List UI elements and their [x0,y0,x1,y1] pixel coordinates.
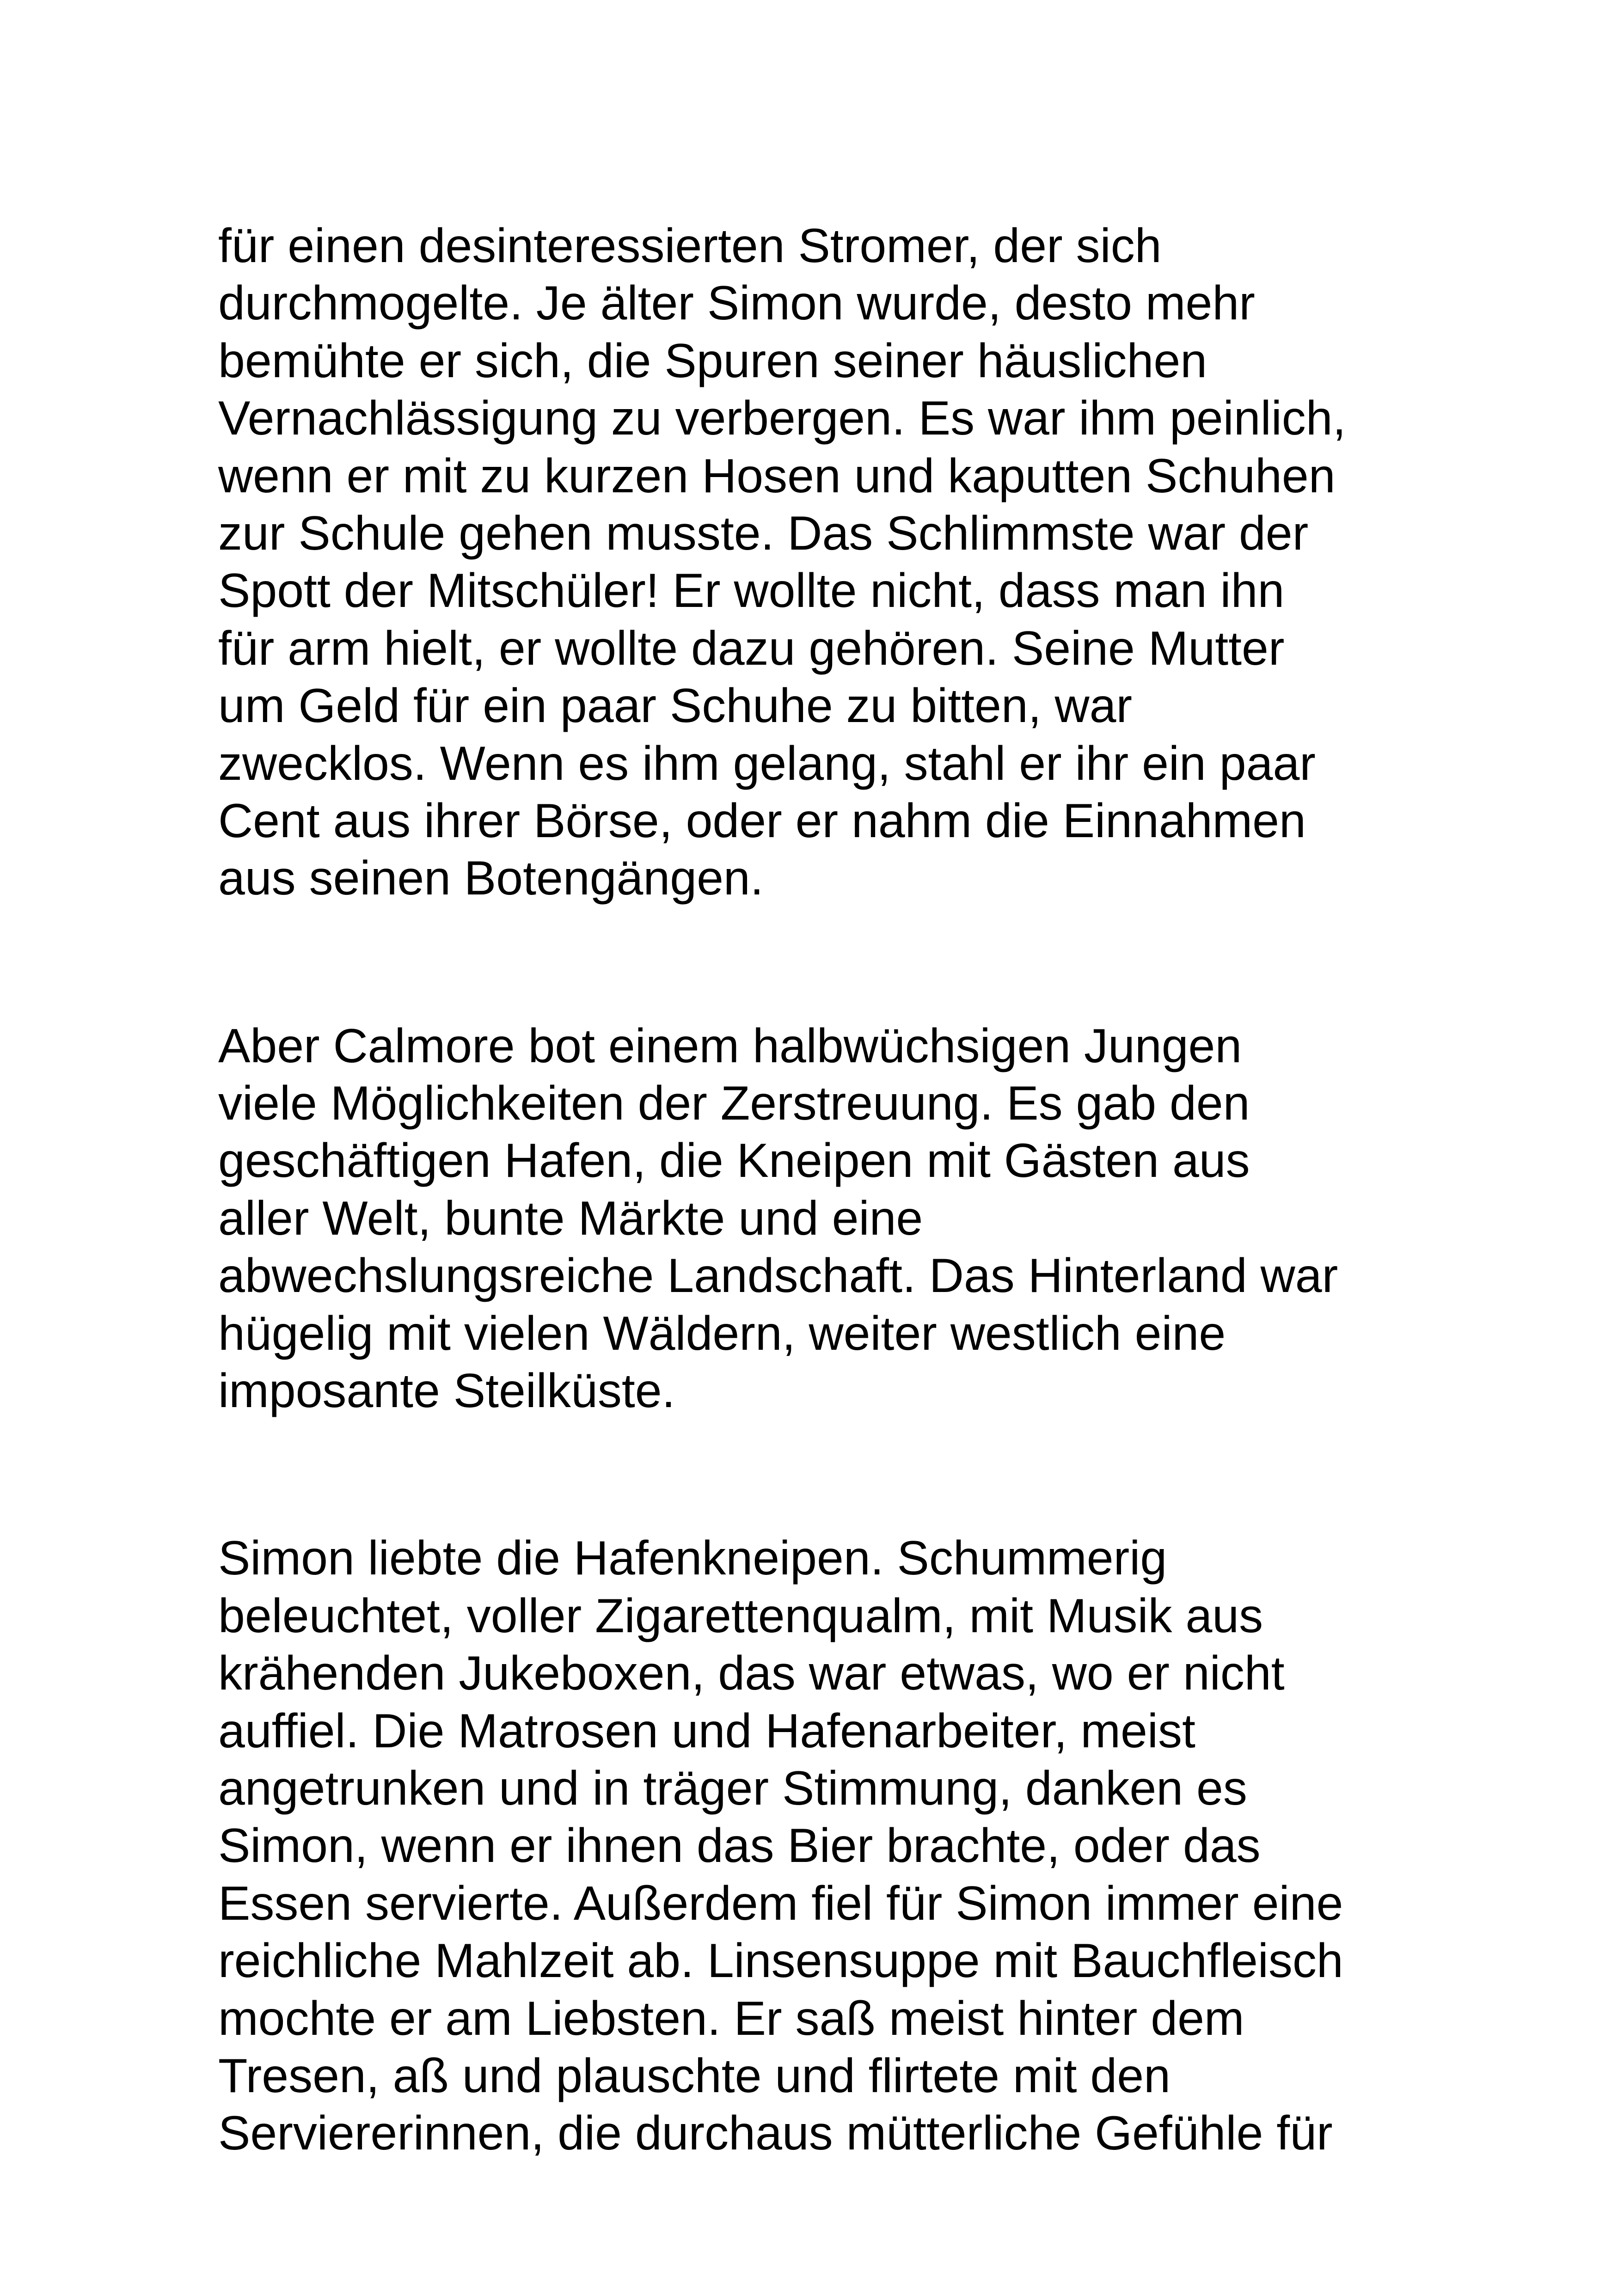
text-line: zur Schule gehen musste. Das Schlimmste war der [218,506,1309,560]
text-line: viele Möglichkeiten der Zerstreuung. Es gab den [218,1077,1250,1131]
text-line: geschäftigen Hafen, die Kneipen mit Gästen aus [218,1134,1250,1188]
text-line: durchmogelte. Je älter Simon wurde, desto mehr [218,276,1255,331]
text-line: auffiel. Die Matrosen und Hafenarbeiter, meist [218,1704,1195,1758]
text-line: für arm hielt, er wollte dazu gehören. Seine Mutter [218,621,1285,675]
text-line: Essen servierte. Außerdem fiel für Simon immer eine [218,1876,1343,1930]
text-line: imposante Steilküste. [218,1364,675,1418]
text-line: für einen desinteressierten Stromer, der sich [218,219,1162,273]
text-line: Vernachlässigung zu verbergen. Es war ihm peinlich, [218,392,1346,446]
text-line: angetrunken und in träger Stimmung, danken es [218,1761,1247,1815]
text-line: zwecklos. Wenn es ihm gelang, stahl er ihr ein paar [218,736,1316,790]
text-line: Cent aus ihrer Börse, oder er nahm die Einnahmen [218,794,1306,848]
paragraph-1 [218,217,1429,907]
paragraph-spacer [218,907,1429,1017]
text-line: aller Welt, bunte Märkte und eine [218,1191,923,1245]
text-line: wenn er mit zu kurzen Hosen und kaputten Schuhen [218,449,1336,503]
text-line: Simon, wenn er ihnen das Bier brachte, oder das [218,1819,1261,1873]
text-line: Aber Calmore bot einem halbwüchsigen Jungen [218,1019,1242,1073]
text-line: beleuchtet, voller Zigarettenqualm, mit Musik aus [218,1589,1263,1643]
text-line: aus seinen Botengängen. [218,851,764,906]
text-line: reichliche Mahlzeit ab. Linsensuppe mit Bauchfleisch [218,1934,1343,1988]
text-line: Simon liebte die Hafenkneipen. Schummerig [218,1531,1167,1586]
text-line: hügelig mit vielen Wäldern, weiter westlich eine [218,1306,1226,1360]
paragraph-2 [218,1017,1429,1420]
text-line: mochte er am Liebsten. Er saß meist hinter dem [218,1991,1244,2045]
paragraph-spacer [218,1420,1429,1530]
text-line: Tresen, aß und plauschte und flirtete mit den [218,2049,1171,2103]
text-line: Serviererinnen, die durchaus mütterliche Gefühle für [218,2106,1333,2161]
body-text [218,217,1429,2162]
paragraph-3 [218,1530,1429,2162]
text-line: krähenden Jukeboxen, das war etwas, wo er nicht [218,1647,1285,1701]
text-line: bemühte er sich, die Spuren seiner häuslichen [218,334,1207,388]
text-line: Spott der Mitschüler! Er wollte nicht, dass man ihn [218,564,1285,618]
text-line: abwechslungsreiche Landschaft. Das Hinterland war [218,1249,1338,1303]
text-line: um Geld für ein paar Schuhe zu bitten, war [218,679,1133,733]
